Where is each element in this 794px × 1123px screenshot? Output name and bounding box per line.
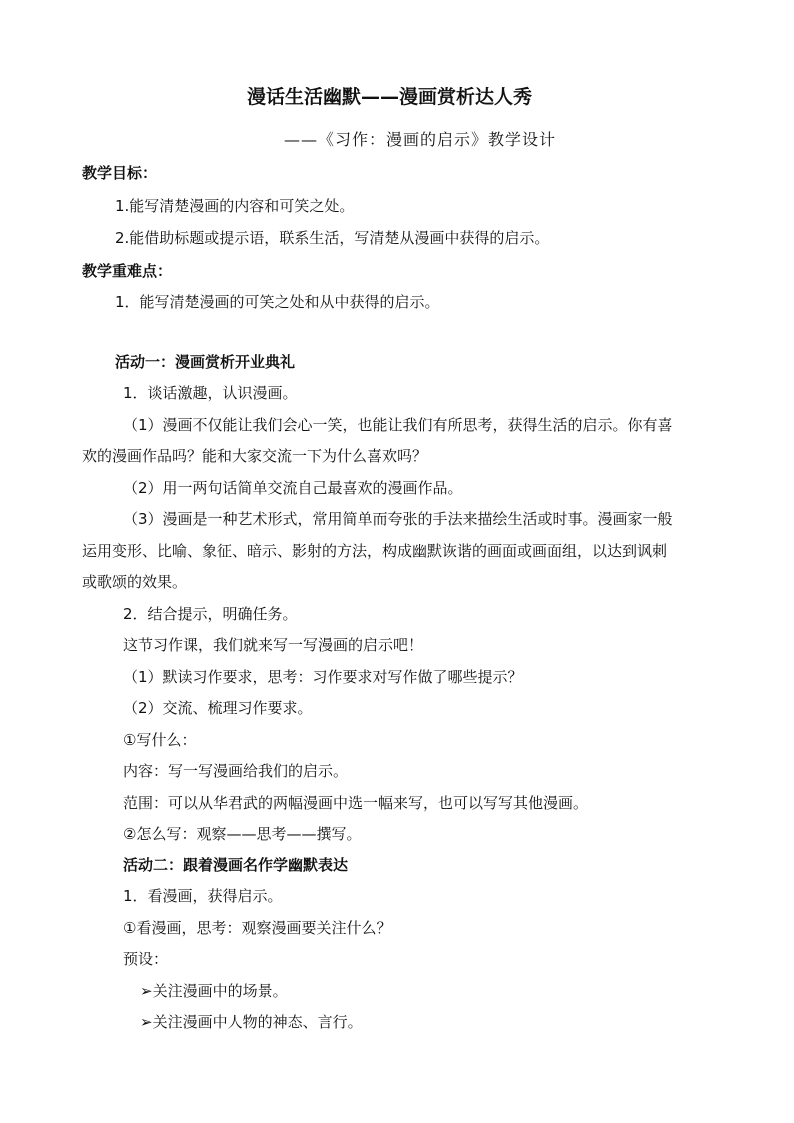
bullet-item	[140, 1011, 363, 1033]
activity-1-heading: 活动一：漫画赏析开业典礼	[115, 353, 296, 371]
bullet-item	[140, 980, 288, 1002]
paragraph-line: ②怎么写：观察——思考——撰写。	[123, 825, 362, 843]
document-subtitle: ——《习作：漫画的启示》教学设计	[284, 130, 557, 149]
paragraph-line: 范围：可以从华君武的两幅漫画中选一幅来写，也可以写写其他漫画。	[123, 794, 589, 812]
step-heading: 1．看漫画，获得启示。	[123, 887, 283, 905]
paragraph-line: 这节习作课，我们就来写一写漫画的启示吧！	[123, 636, 424, 654]
paragraph-line: （1）漫画不仅能让我们会心一笑，也能让我们有所思考，获得生活的启示。你有喜	[123, 416, 673, 434]
paragraph-line: ①看漫画，思考：观察漫画要关注什么？	[123, 919, 392, 937]
arrow-bullet-icon: ➢	[140, 982, 153, 1000]
goal-item: 2.能借助标题或提示语，联系生活，写清楚从漫画中获得的启示。	[115, 229, 550, 247]
paragraph-line: 欢的漫画作品吗？能和大家交流一下为什么喜欢吗？	[82, 447, 428, 465]
paragraph-line: （2）用一两句话简单交流自己最喜欢的漫画作品。	[123, 479, 463, 497]
goals-heading: 教学目标：	[82, 164, 158, 182]
arrow-bullet-icon: ➢	[140, 1013, 153, 1031]
key-points-heading: 教学重难点：	[82, 262, 173, 280]
paragraph-line: （3）漫画是一种艺术形式，常用简单而夸张的手法来描绘生活或时事。漫画家一般	[123, 510, 673, 528]
paragraph-line: 运用变形、比喻、象征、暗示、影射的方法，构成幽默诙谐的画面或画面组，以达到讽刺	[82, 542, 668, 560]
paragraph-line: 或歌颂的效果。	[82, 573, 188, 591]
paragraph-line: 内容：写一写漫画给我们的启示。	[123, 762, 349, 780]
step-heading: 1．谈话激趣，认识漫画。	[123, 384, 298, 402]
paragraph-line: （2）交流、梳理习作要求。	[123, 699, 313, 717]
document-title: 漫话生活幽默——漫画赏析达人秀	[247, 86, 533, 108]
step-heading: 2．结合提示，明确任务。	[123, 605, 298, 623]
bullet-text: 关注漫画中人物的神态、言行。	[152, 1013, 363, 1031]
key-point-item: 1．能写清楚漫画的可笑之处和从中获得的启示。	[115, 293, 440, 311]
bullet-text: 关注漫画中的场景。	[152, 982, 288, 1000]
paragraph-line: 预设：	[123, 950, 169, 968]
paragraph-line: （1）默读习作要求，思考：习作要求对写作做了哪些提示？	[123, 668, 523, 686]
goal-item: 1.能写清楚漫画的内容和可笑之处。	[115, 197, 355, 215]
paragraph-line: ①写什么：	[123, 731, 197, 749]
activity-2-heading: 活动二：跟着漫画名作学幽默表达	[123, 856, 349, 874]
